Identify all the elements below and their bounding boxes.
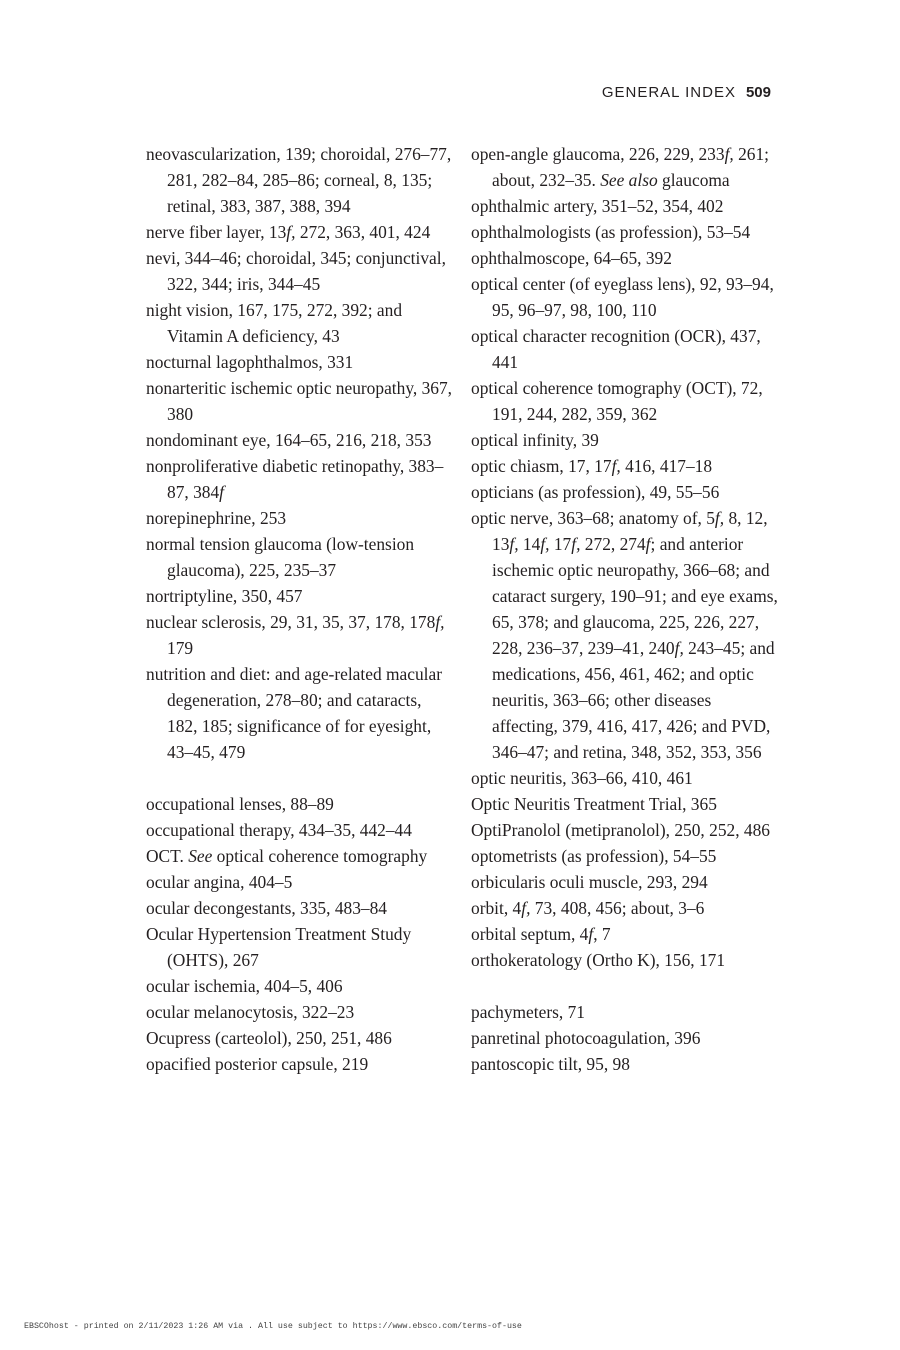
index-entry: optometrists (as profession), 54–55 (471, 846, 717, 866)
index-entry: optical coherence tomography (OCT), 72, 191, 244, 282, 359, 362 (471, 378, 763, 424)
index-entry: opticians (as profession), 49, 55–56 (471, 482, 720, 502)
index-entry: night vision, 167, 175, 272, 392; and Vitamin A deficiency, 43 (146, 300, 403, 346)
index-entry: open-angle glaucoma, 226, 229, 233f, 261; about, 232–35. See also glaucoma (471, 144, 770, 190)
italic-text: f, (509, 534, 519, 554)
index-entry: orbicularis oculi muscle, 293, 294 (471, 872, 708, 892)
italic-text: f, (521, 898, 531, 918)
index-entry: OptiPranolol (metipranolol), 250, 252, 486 (471, 820, 770, 840)
index-column-right (471, 141, 781, 1077)
index-entry: Optic Neuritis Treatment Trial, 365 (471, 794, 717, 814)
italic-text: See also (600, 170, 658, 190)
index-entry: nerve fiber layer, 13f, 272, 363, 401, 424 (146, 222, 431, 242)
index-entry: nonarteritic ischemic optic neuropathy, 367, 380 (146, 378, 453, 424)
index-entry: occupational therapy, 434–35, 442–44 (146, 820, 412, 840)
index-entry: ophthalmoscope, 64–65, 392 (471, 248, 672, 268)
index-entry: neovascularization, 139; choroidal, 276–77, 281, 282–84, 285–86; corneal, 8, 135; retinal, 383, 387, 388, 394 (146, 144, 452, 216)
italic-text: See (188, 846, 213, 866)
italic-text: f, (674, 638, 684, 658)
index-entry: opacified posterior capsule, 219 (146, 1054, 369, 1074)
index-entry: ophthalmic artery, 351–52, 354, 402 (471, 196, 724, 216)
index-entry: nuclear sclerosis, 29, 31, 35, 37, 178, 178f, 179 (146, 612, 445, 658)
index-entry: nonproliferative diabetic retinopathy, 383–87, 384f (146, 456, 444, 502)
italic-text: f, (286, 222, 296, 242)
index-entry: panretinal photocoagulation, 396 (471, 1028, 701, 1048)
index-entry: nocturnal lagophthalmos, 331 (146, 352, 354, 372)
index-entry: ocular decongestants, 335, 483–84 (146, 898, 387, 918)
index-entry: nutrition and diet: and age-related macular degeneration, 278–80; and cataracts, 182, 185; significance of for eyesight, 43–45, 479 (146, 664, 442, 762)
index-entry: optic neuritis, 363–66, 410, 461 (471, 768, 693, 788)
italic-text: f (588, 924, 594, 944)
index-entry: nondominant eye, 164–65, 216, 218, 353 (146, 430, 432, 450)
index-entry: ocular ischemia, 404–5, 406 (146, 976, 343, 996)
index-entry: Ocular Hypertension Treatment Study (OHTS), 267 (146, 924, 412, 970)
index-entry: optical center (of eyeglass lens), 92, 93–94, 95, 96–97, 98, 100, 110 (471, 274, 774, 320)
page-number: 509 (745, 84, 771, 101)
index-entry: optic nerve, 363–68; anatomy of, 5f, 8, 12, 13f, 14f, 17f, 272, 274f; and anterior ischemic optic neuropathy, 366–68; and cataract surgery, 190–91; and eye exams, 65, 378; and glaucoma, 225, 226, 227, 228, 236–37, 239–41, 240f, 243–45; and medications, 456, 461, 462; and optic neuritis, 363–66; other diseases affecting, 379, 416, 417, 426; and PVD, 346–47; and retina, 348, 352, 353, 356 (471, 508, 778, 762)
italic-text: f, (714, 508, 725, 528)
index-column-left (146, 141, 456, 1077)
print-footer: EBSCOhost - printed on 2/11/2023 1:26 AM via . All use subject to https://www.ebsco.com/terms-of-use (24, 1322, 522, 1331)
index-entry: pachymeters, 71 (471, 1002, 585, 1022)
index-entry: occupational lenses, 88–89 (146, 794, 334, 814)
index-entry: orbit, 4f, 73, 408, 456; about, 3–6 (471, 898, 705, 918)
index-entry: nortriptyline, 350, 457 (146, 586, 303, 606)
italic-text: f, (435, 612, 445, 632)
index-entry: orthokeratology (Ortho K), 156, 171 (471, 950, 726, 970)
italic-text: f, (724, 144, 734, 164)
index-entry: ocular angina, 404–5 (146, 872, 293, 892)
italic-text: f (645, 534, 651, 554)
index-entry: optical infinity, 39 (471, 430, 599, 450)
index-entry: ocular melanocytosis, 322–23 (146, 1002, 355, 1022)
index-entry: nevi, 344–46; choroidal, 345; conjunctival, 322, 344; iris, 344–45 (146, 248, 446, 294)
italic-text: f, (571, 534, 581, 554)
index-entry: ophthalmologists (as profession), 53–54 (471, 222, 751, 242)
index-entry: normal tension glaucoma (low-tension glaucoma), 225, 235–37 (146, 534, 415, 580)
index-entry: orbital septum, 4f, 7 (471, 924, 611, 944)
index-entry: optic chiasm, 17, 17f, 416, 417–18 (471, 456, 713, 476)
index-entry: OCT. See optical coherence tomography (146, 846, 428, 866)
index-entry: optical character recognition (OCR), 437, 441 (471, 326, 761, 372)
index-entry: Ocupress (carteolol), 250, 251, 486 (146, 1028, 392, 1048)
italic-text: f, (540, 534, 550, 554)
running-header (602, 84, 771, 101)
running-header-title: GENERAL INDEX (601, 84, 736, 101)
index-entry: norepinephrine, 253 (146, 508, 287, 528)
italic-text: f, (611, 456, 621, 476)
index-entry: pantoscopic tilt, 95, 98 (471, 1054, 630, 1074)
italic-text: f (219, 482, 225, 502)
